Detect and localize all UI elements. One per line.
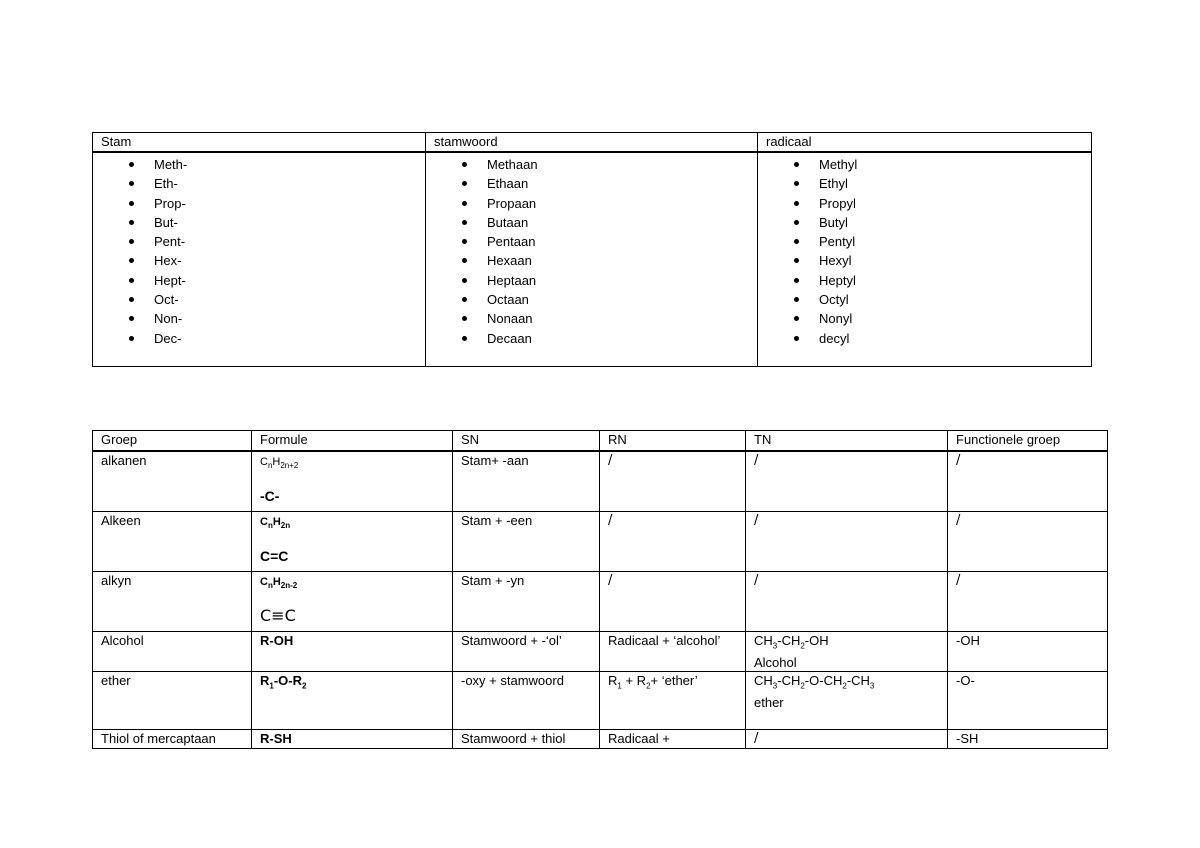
list-item: Pentyl <box>819 232 1091 251</box>
list-item: Nonaan <box>487 309 757 328</box>
formula-text: $C_nH_{2n-2}$ <box>260 576 298 591</box>
functional-group-table <box>92 430 1108 749</box>
tn-cell: / <box>746 512 948 572</box>
groep-cell: Thiol of mercaptaan <box>93 730 252 749</box>
radicaal-column <box>758 152 1092 367</box>
list-item: Non- <box>154 309 425 328</box>
fg-cell: / <box>948 451 1108 512</box>
list-item: Methyl <box>819 155 1091 174</box>
structure-text: -C- <box>260 488 280 505</box>
tn-name: ether <box>754 694 784 710</box>
list-item: Pentaan <box>487 232 757 251</box>
list-item: Eth- <box>154 174 425 193</box>
stamwoord-column <box>426 152 758 367</box>
tn-formula: $CH_3-CH_2-OH$ <box>754 633 829 651</box>
table-row <box>93 632 1108 672</box>
list-item: Butaan <box>487 213 757 232</box>
rn-cell: Radicaal + ‘alcohol’ <box>600 632 746 672</box>
rn-cell: / <box>600 451 746 512</box>
list-item: Prop- <box>154 194 425 213</box>
sn-cell: Stam + -yn <box>453 572 600 632</box>
fg-cell: / <box>948 572 1108 632</box>
list-item: Heptaan <box>487 271 757 290</box>
sn-cell: -oxy + stamwoord <box>453 672 600 730</box>
list-item: Decaan <box>487 329 757 348</box>
list-item: Dec- <box>154 329 425 348</box>
list-item: But- <box>154 213 425 232</box>
sn-cell: Stamwoord + thiol <box>453 730 600 749</box>
stam-column <box>93 152 426 367</box>
rn-cell: $R_1 + R_2+$ ‘ether’ <box>600 672 746 730</box>
table-row <box>93 512 1108 572</box>
tn-cell: / <box>746 451 948 512</box>
groep-cell: ether <box>93 672 252 730</box>
tn-cell <box>746 632 948 672</box>
header-stamwoord: stamwoord <box>426 133 758 153</box>
list-item: Pent- <box>154 232 425 251</box>
list-item: Meth- <box>154 155 425 174</box>
groep-cell: Alcohol <box>93 632 252 672</box>
sn-cell: Stamwoord + -‘ol’ <box>453 632 600 672</box>
fg-cell: / <box>948 512 1108 572</box>
formule-cell: R-OH <box>252 632 453 672</box>
groep-cell: Alkeen <box>93 512 252 572</box>
tn-cell <box>746 672 948 730</box>
groep-cell: alkyn <box>93 572 252 632</box>
list-item: Hept- <box>154 271 425 290</box>
tn-name: Alcohol <box>754 654 797 670</box>
header-stam: Stam <box>93 133 426 153</box>
list-item: Octyl <box>819 290 1091 309</box>
formule-cell <box>252 451 453 512</box>
fg-cell: -O- <box>948 672 1108 730</box>
list-item: Heptyl <box>819 271 1091 290</box>
list-item: Propaan <box>487 194 757 213</box>
sn-cell: Stam+ -aan <box>453 451 600 512</box>
formule-cell: R-SH <box>252 730 453 749</box>
list-item: Nonyl <box>819 309 1091 328</box>
header-rn: RN <box>600 431 746 452</box>
structure-text: C=C <box>260 548 289 565</box>
stem-table <box>92 132 1092 367</box>
rn-cell: / <box>600 572 746 632</box>
formule-cell <box>252 572 453 632</box>
header-radicaal: radicaal <box>758 133 1092 153</box>
rn-cell: / <box>600 512 746 572</box>
fg-cell: -OH <box>948 632 1108 672</box>
formula-text: $C_nH_{2n+2}$ <box>260 456 299 471</box>
list-item: Hexaan <box>487 251 757 270</box>
radicaal-list <box>766 155 1091 348</box>
header-groep: Groep <box>93 431 252 452</box>
table-row <box>93 730 1108 749</box>
header-sn: SN <box>453 431 600 452</box>
structure-text: C≡C <box>260 606 296 626</box>
fg-cell: -SH <box>948 730 1108 749</box>
list-item: Ethaan <box>487 174 757 193</box>
tn-cell: / <box>746 730 948 749</box>
list-item: Octaan <box>487 290 757 309</box>
group-table-header <box>93 431 1108 452</box>
stamwoord-list <box>434 155 757 348</box>
tn-formula: $CH_3-CH_2-O-CH_2-CH_3$ <box>754 673 875 691</box>
stem-table-body <box>93 152 1092 367</box>
table-row <box>93 572 1108 632</box>
list-item: Butyl <box>819 213 1091 232</box>
list-item: decyl <box>819 329 1091 348</box>
header-tn: TN <box>746 431 948 452</box>
list-item: Hexyl <box>819 251 1091 270</box>
list-item: Methaan <box>487 155 757 174</box>
groep-cell: alkanen <box>93 451 252 512</box>
formule-cell: $R_1-O-R_2$ <box>252 672 453 730</box>
formule-cell <box>252 512 453 572</box>
list-item: Propyl <box>819 194 1091 213</box>
list-item: Oct- <box>154 290 425 309</box>
list-item: Ethyl <box>819 174 1091 193</box>
formula-text: $C_nH_{2n}$ <box>260 516 291 531</box>
header-functionele-groep: Functionele groep <box>948 431 1108 452</box>
stem-table-header <box>93 133 1092 153</box>
table-row <box>93 451 1108 512</box>
tn-cell: / <box>746 572 948 632</box>
list-item: Hex- <box>154 251 425 270</box>
rn-cell: Radicaal + <box>600 730 746 749</box>
sn-cell: Stam + -een <box>453 512 600 572</box>
stam-list <box>101 155 425 348</box>
table-row <box>93 672 1108 730</box>
header-formule: Formule <box>252 431 453 452</box>
